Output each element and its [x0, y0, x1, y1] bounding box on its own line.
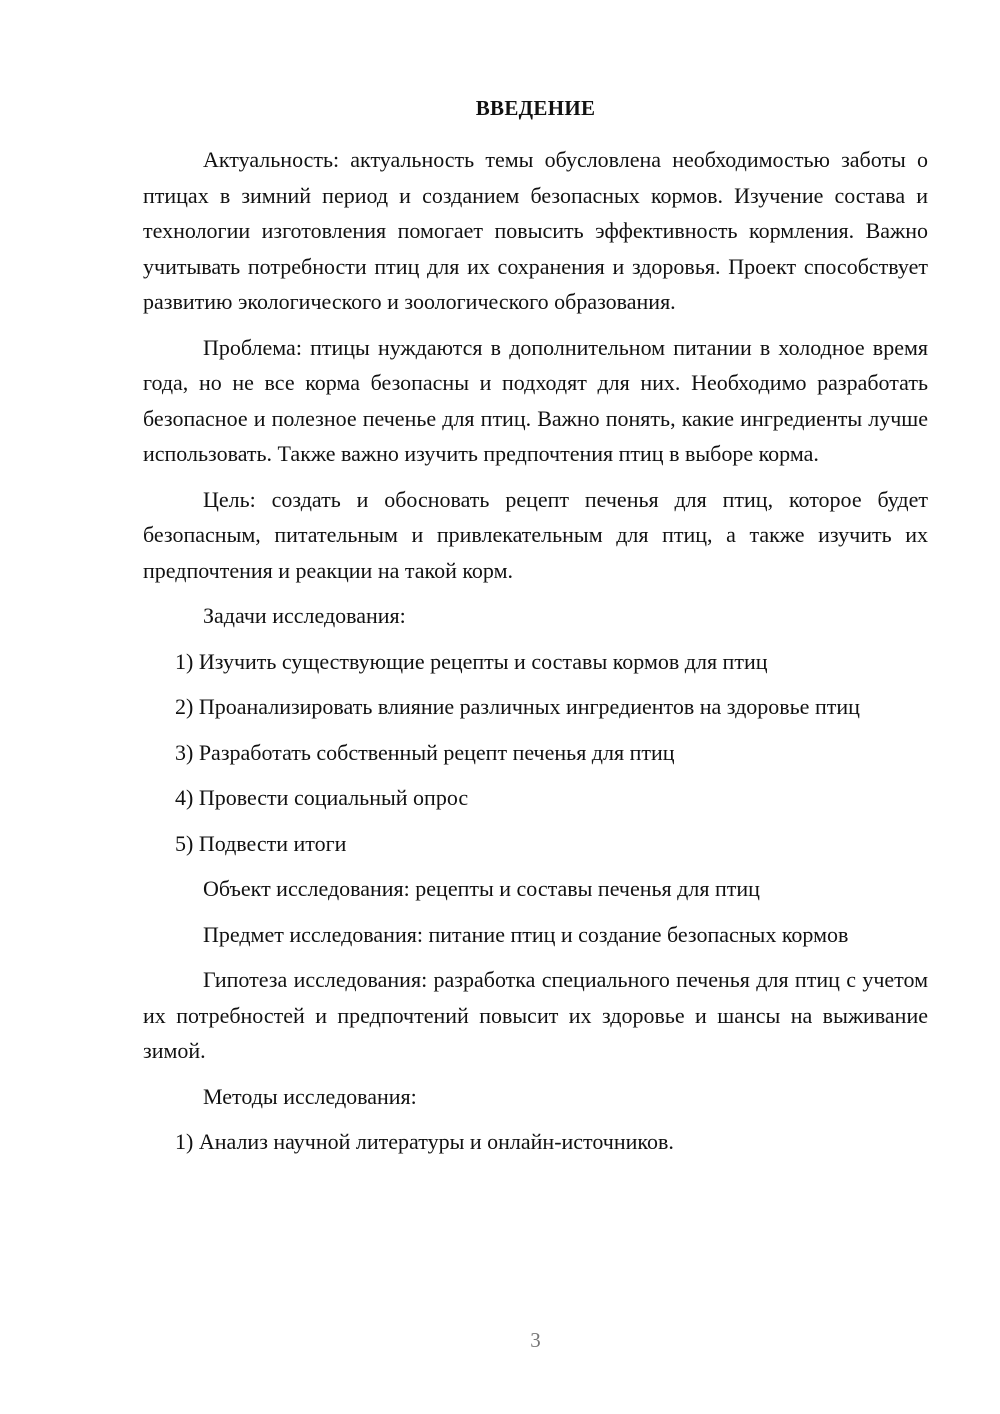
method-item: 1) Анализ научной литературы и онлайн-источников. — [175, 1129, 674, 1154]
hypothesis-paragraph: Гипотеза исследования: разработка специального печенья для птиц с учетом их потребностей и предпочтений повысит их здоровье и шансы на выживание зимой. — [143, 967, 928, 1063]
problem-paragraph: Проблема: птицы нуждаются в дополнительном питании в холодное время года, но не все корма безопасны и подходят для них. Необходимо разработать безопасное и полезное печенье для птиц. Важно понять, какие ингредиенты лучше использовать. Также важно изучить предпочтения птиц в выборе корма. — [143, 334, 928, 466]
object-paragraph: Объект исследования: рецепты и составы печенья для птиц — [203, 876, 760, 901]
task-item: 1) Изучить существующие рецепты и составы кормов для птиц — [175, 648, 768, 674]
subject-paragraph: Предмет исследования: питание птиц и создание безопасных кормов — [203, 921, 849, 947]
page-number: 3 — [530, 1328, 541, 1352]
task-item: 5) Подвести итоги — [175, 830, 347, 856]
document-page — [143, 0, 928, 1414]
task-item: 3) Разработать собственный рецепт печенья для птиц — [175, 739, 675, 765]
relevance-paragraph: Актуальность: актуальность темы обусловлена необходимостью заботы о птицах в зимний период и созданием безопасных кормов. Изучение состава и технологии изготовления помогает повысить эффективность кормления. Важно учитывать потребности птиц для их сохранения и здоровья. Проект способствует развитию экологического и зоологического образования. — [143, 147, 928, 314]
tasks-heading: Задачи исследования: — [203, 603, 406, 628]
task-item: 4) Провести социальный опрос — [175, 785, 469, 810]
page-title: ВВЕДЕНИЕ — [475, 96, 596, 120]
methods-heading: Методы исследования: — [203, 1083, 417, 1109]
task-item: 2) Проанализировать влияние различных ингредиентов на здоровье птиц — [175, 694, 860, 719]
goal-paragraph: Цель: создать и обосновать рецепт печенья для птиц, которое будет безопасным, питательным и привлекательным для птиц, а также изучить их предпочтения и реакции на такой корм. — [143, 486, 928, 583]
document-body — [143, 142, 928, 1170]
